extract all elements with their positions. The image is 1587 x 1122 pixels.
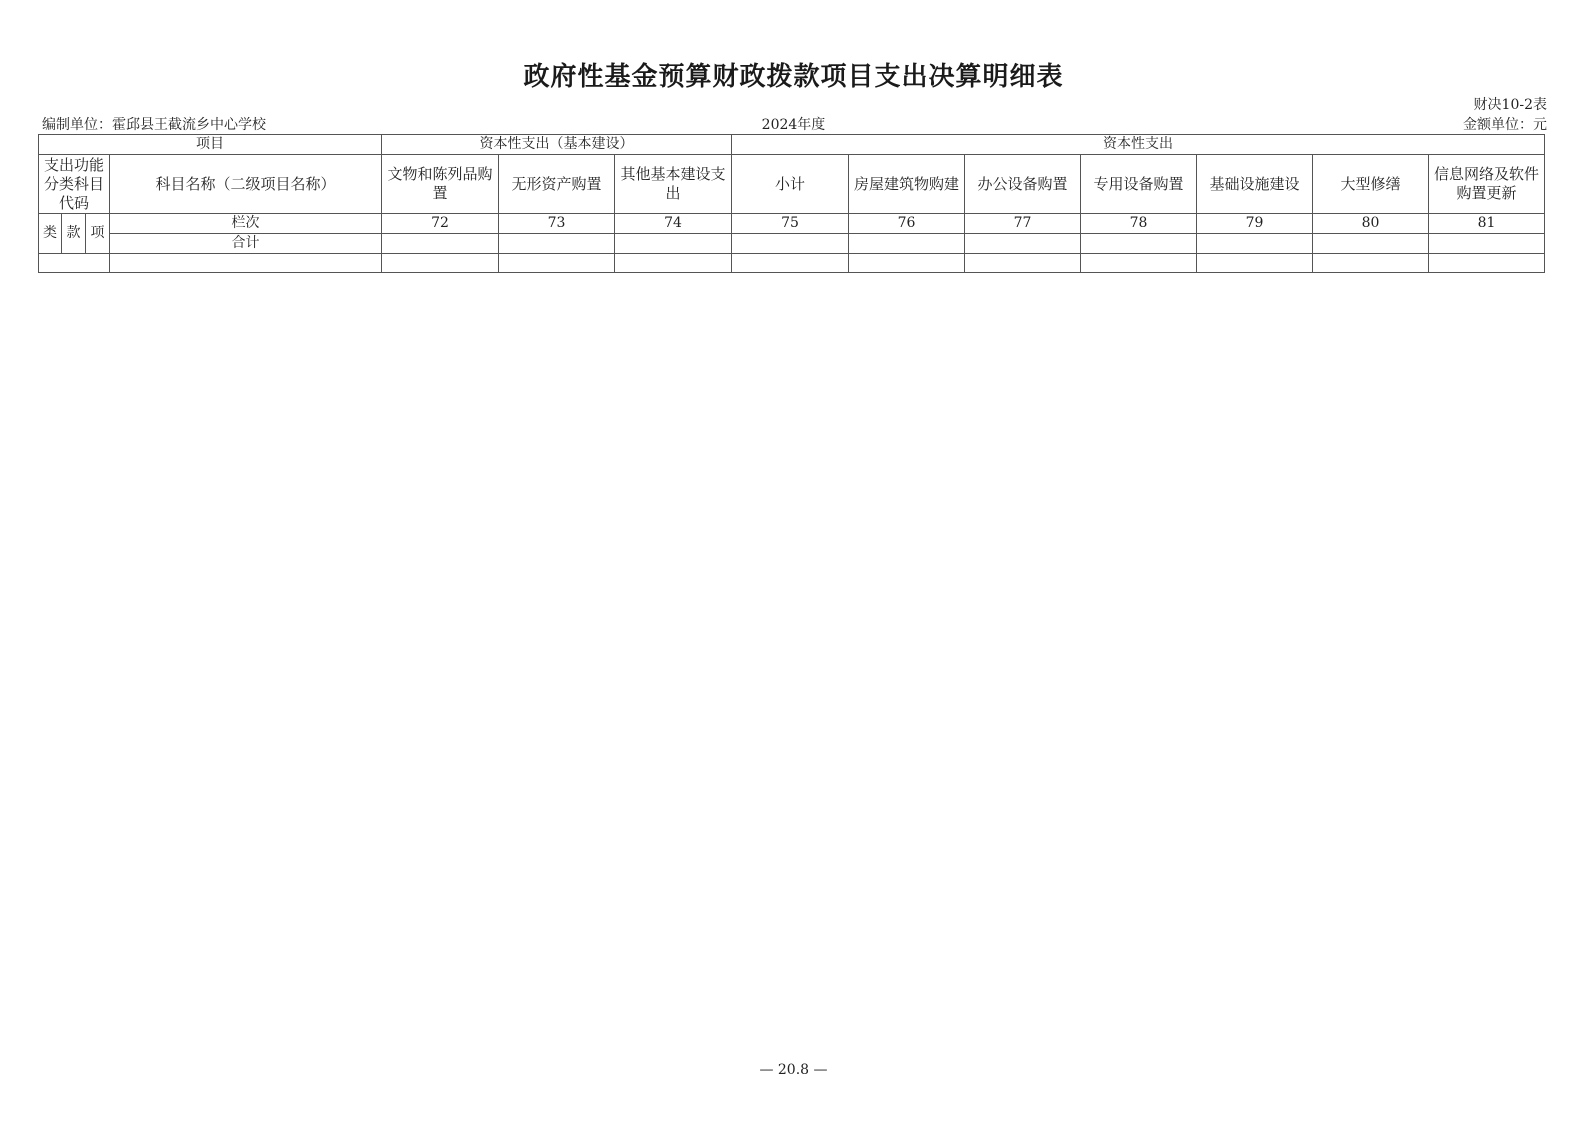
- column-header: 办公设备购置: [965, 155, 1081, 214]
- amount-unit: 金额单位：元: [1463, 117, 1547, 133]
- column-header: 文物和陈列品购置: [382, 155, 499, 214]
- column-header: 小计: [732, 155, 849, 214]
- report-title: 政府性基金预算财政拨款项目支出决算明细表: [523, 62, 1064, 92]
- total-row: [39, 234, 1545, 254]
- column-header: 其他基本建设支出: [615, 155, 732, 214]
- column-header: 大型修缮: [1313, 155, 1429, 214]
- column-number: 81: [1429, 214, 1545, 234]
- column-number: 77: [965, 214, 1081, 234]
- total-cell: [499, 234, 615, 254]
- total-cell: [1197, 234, 1313, 254]
- empty-cell: [499, 254, 615, 273]
- fiscal-year: 2024年度: [761, 117, 826, 133]
- code-part-section: 款: [62, 214, 86, 254]
- column-number: 75: [732, 214, 849, 234]
- total-label: 合计: [110, 234, 382, 254]
- total-cell: [1313, 234, 1429, 254]
- empty-cell: [1197, 254, 1313, 273]
- total-cell: [849, 234, 965, 254]
- column-number-row: [39, 214, 1545, 234]
- total-cell: [965, 234, 1081, 254]
- total-cell: [1429, 234, 1545, 254]
- empty-cell: [382, 254, 499, 273]
- empty-cell: [732, 254, 849, 273]
- column-header: 信息网络及软件购置更新: [1429, 155, 1545, 214]
- column-header: 无形资产购置: [499, 155, 615, 214]
- column-header-row: [39, 155, 1545, 214]
- total-cell: [382, 234, 499, 254]
- total-cell: [1081, 234, 1197, 254]
- empty-row: [39, 254, 1545, 273]
- column-header: 专用设备购置: [1081, 155, 1197, 214]
- column-number: 76: [849, 214, 965, 234]
- empty-cell: [39, 254, 110, 273]
- row-index-label: 栏次: [110, 214, 382, 234]
- code-header: 支出功能分类科目代码: [39, 155, 110, 214]
- budget-table: [38, 134, 1545, 273]
- empty-cell: [1313, 254, 1429, 273]
- subject-header: 科目名称（二级项目名称）: [110, 155, 382, 214]
- column-number: 79: [1197, 214, 1313, 234]
- column-number: 72: [382, 214, 499, 234]
- column-number: 73: [499, 214, 615, 234]
- code-part-item: 项: [86, 214, 110, 254]
- empty-cell: [1081, 254, 1197, 273]
- reporting-unit: 编制单位：霍邱县王截流乡中心学校: [42, 117, 266, 133]
- group-header-row: [39, 135, 1545, 155]
- empty-cell: [849, 254, 965, 273]
- form-number: 财决10-2表: [1473, 97, 1547, 113]
- column-header: 房屋建筑物购建: [849, 155, 965, 214]
- group-basic-construction-header: 资本性支出（基本建设）: [382, 135, 732, 155]
- empty-cell: [965, 254, 1081, 273]
- column-number: 78: [1081, 214, 1197, 234]
- code-part-class: 类: [39, 214, 62, 254]
- empty-cell: [1429, 254, 1545, 273]
- group-project-header: 项目: [39, 135, 382, 155]
- total-cell: [732, 234, 849, 254]
- column-header: 基础设施建设: [1197, 155, 1313, 214]
- total-cell: [615, 234, 732, 254]
- empty-cell: [110, 254, 382, 273]
- empty-cell: [615, 254, 732, 273]
- column-number: 80: [1313, 214, 1429, 234]
- column-number: 74: [615, 214, 732, 234]
- page-number: — 20.8 —: [759, 1062, 828, 1078]
- group-capital-header: 资本性支出: [732, 135, 1545, 155]
